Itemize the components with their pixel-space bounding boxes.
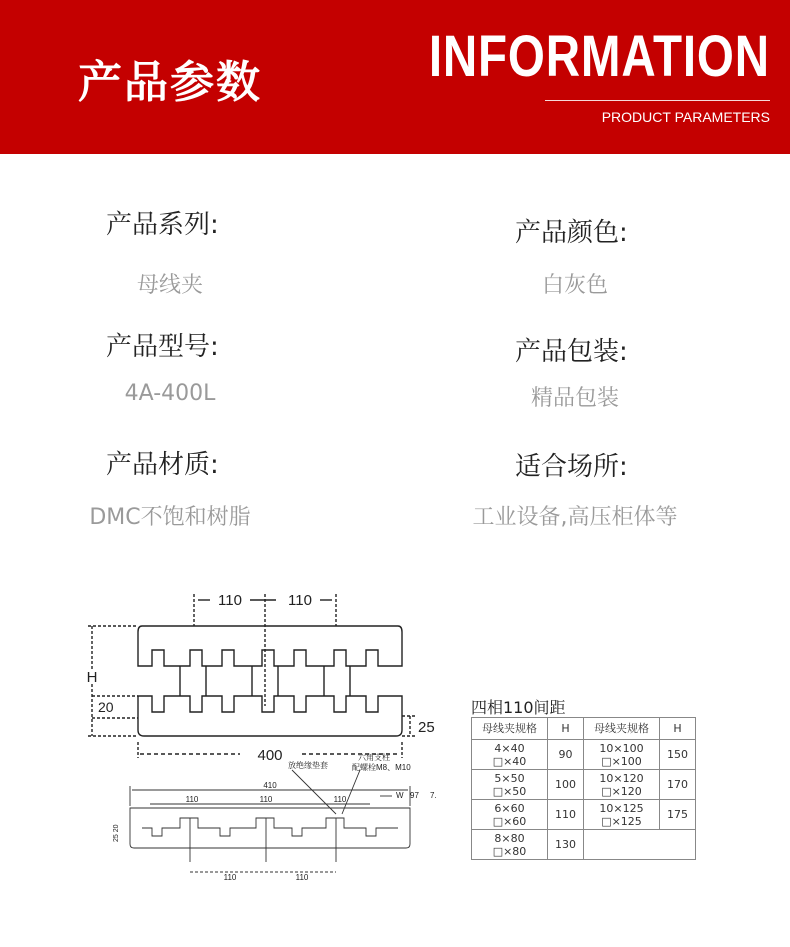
side-25-20: 25 20 (113, 824, 120, 842)
small-110-c: 110 (333, 795, 347, 804)
w-97: 97 (410, 791, 419, 800)
w-7: 7. (430, 791, 437, 800)
h-cell: 170 (660, 770, 696, 800)
page-title: 产品参数 (78, 57, 262, 108)
model-label: 产品型号: (106, 332, 219, 362)
color-label: 产品颜色: (515, 218, 628, 248)
small-110-a: 110 (185, 795, 199, 804)
information-heading: INFORMATION (428, 24, 770, 89)
spec-cell: 4×40 □×40 (472, 740, 548, 770)
packaging-value: 精品包装 (530, 386, 619, 411)
spec-cell: 8×80 □×80 (472, 830, 548, 860)
header-banner (0, 0, 790, 154)
header-divider (545, 100, 770, 101)
side-view-slots (142, 818, 398, 836)
table-row (472, 740, 696, 770)
table-row (472, 830, 696, 860)
h-cell: 100 (548, 770, 584, 800)
dim-h-label: H (86, 669, 98, 686)
dim-25-label: 25 (418, 719, 435, 736)
spec-cell: 10×125 □×125 (584, 800, 660, 830)
dim-410-label: 410 (263, 781, 277, 790)
color-value: 白灰色 (541, 273, 608, 298)
callout-hex-1: 六角支柱 (358, 753, 390, 762)
packaging-label: 产品包装: (515, 337, 628, 367)
bottom-110-b: 110 (295, 873, 309, 882)
lower-bar (138, 696, 402, 736)
spec-cell: 10×120 □×120 (584, 770, 660, 800)
empty-cell (584, 830, 696, 860)
material-value: DMC不饱和树脂 (89, 505, 251, 530)
spec-table (471, 717, 696, 860)
header-h-right: H (660, 718, 696, 740)
header-spec-right: 母线夹规格 (584, 718, 660, 740)
spec-cell: 5×50 □×50 (472, 770, 548, 800)
h-cell: 130 (548, 830, 584, 860)
small-110-b: 110 (259, 795, 273, 804)
callout-leader-1 (292, 770, 336, 814)
h-cell: 110 (548, 800, 584, 830)
header-h-left: H (548, 718, 584, 740)
callout-leader-2 (342, 770, 360, 814)
upper-bar (138, 626, 402, 666)
h-cell: 90 (548, 740, 584, 770)
dim-spacing-1: 110 (218, 592, 242, 609)
header-subtitle: PRODUCT PARAMETERS (601, 109, 770, 125)
h-cell: 175 (660, 800, 696, 830)
w-label: W (396, 791, 404, 800)
model-value: 4A-400L (124, 381, 216, 406)
bottom-110-a: 110 (223, 873, 237, 882)
callout-insulation: 放绝缘垫套 (288, 761, 328, 770)
spec-cell: 6×60 □×60 (472, 800, 548, 830)
material-label: 产品材质: (106, 450, 219, 480)
table-row (472, 770, 696, 800)
usage-value: 工业设备,高压柜体等 (472, 505, 678, 530)
series-value: 母线夹 (136, 273, 203, 298)
table-row (472, 800, 696, 830)
spec-table-title: 四相110间距 (471, 698, 566, 717)
header-spec-left: 母线夹规格 (472, 718, 548, 740)
busbar-clamp-drawing (80, 586, 460, 886)
dim-spacing-2: 110 (288, 592, 312, 609)
dim-400-label: 400 (257, 747, 283, 764)
usage-label: 适合场所: (515, 452, 628, 482)
h-cell: 150 (660, 740, 696, 770)
spec-cell: 10×100 □×100 (584, 740, 660, 770)
series-label: 产品系列: (106, 210, 219, 240)
dim-20-label: 20 (98, 699, 114, 715)
callout-hex-2: 配螺栓M8、M10 (352, 763, 411, 772)
